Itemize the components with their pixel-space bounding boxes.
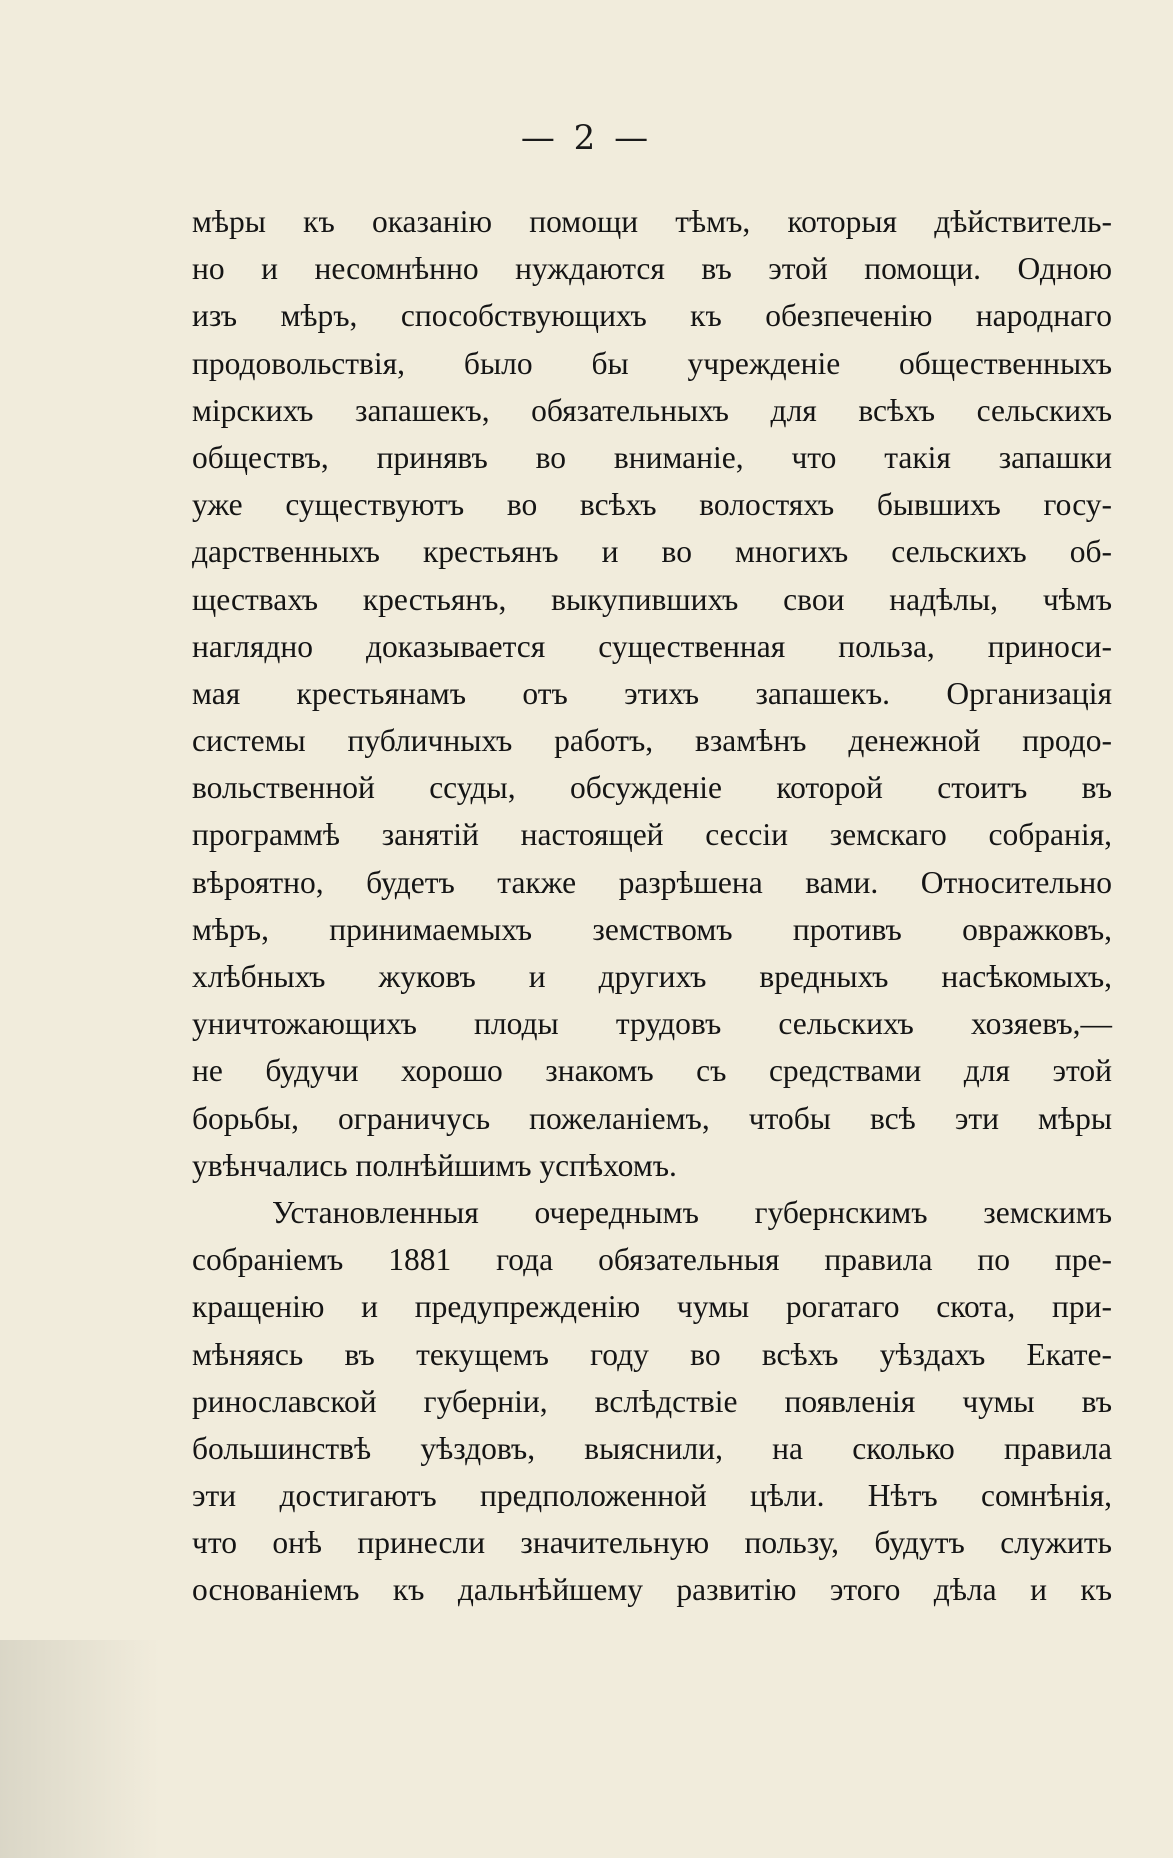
text-line: мѣры къ оказанію помощи тѣмъ, которыя дѣйствитель- (192, 204, 1112, 239)
text-line: дарственныхъ крестьянъ и во многихъ сельскихъ об- (192, 534, 1112, 570)
text-line: ринославской губерніи, вслѣдствіе появленія чумы въ (192, 1383, 1112, 1419)
text-line: основаніемъ къ дальнѣйшему развитію этого дѣла и къ (192, 1572, 1112, 1608)
text-line: программѣ занятій настоящей сессіи земскаго собранія, (192, 817, 1112, 853)
text-line: кращенію и предупрежденію чумы рогатаго скота, при- (192, 1289, 1112, 1325)
page-edge-shadow (0, 1640, 160, 1858)
page-number: — 2 — (520, 118, 653, 158)
text-line: системы публичныхъ работъ, взамѣнъ денежной продо- (192, 723, 1112, 759)
text-line: наглядно доказывается существенная польза, приноси- (192, 628, 1112, 664)
text-line: уже существуютъ во всѣхъ волостяхъ бывшихъ госу- (192, 487, 1112, 523)
text-line: уничтожающихъ плоды трудовъ сельскихъ хозяевъ,— (192, 1006, 1112, 1042)
text-line: мѣръ, принимаемыхъ земствомъ противъ овражковъ, (192, 911, 1112, 947)
text-line: мірскихъ запашекъ, обязательныхъ для всѣхъ сельскихъ (192, 392, 1112, 428)
paragraph-start-line: Установленныя очереднымъ губернскимъ земскимъ (272, 1194, 1112, 1230)
text-line: продовольствія, было бы учрежденіе общественныхъ (192, 345, 1112, 381)
text-line: обществъ, принявъ во вниманіе, что такія запашки (192, 439, 1112, 475)
paragraph-end-line: увѣнчались полнѣйшимъ успѣхомъ. (192, 1147, 677, 1183)
text-line: хлѣбныхъ жуковъ и другихъ вредныхъ насѣкомыхъ, (192, 959, 1112, 994)
text-line: что онѣ принесли значительную пользу, будутъ служить (192, 1525, 1112, 1561)
text-line: собраніемъ 1881 года обязательныя правила по пре- (192, 1242, 1112, 1278)
text-line: большинствѣ уѣздовъ, выяснили, на сколько правила (192, 1430, 1112, 1466)
text-line: изъ мѣръ, способствующихъ къ обезпеченію народнаго (192, 298, 1112, 334)
text-line: ществахъ крестьянъ, выкупившихъ свои надѣлы, чѣмъ (192, 581, 1112, 617)
text-line: борьбы, ограничусь пожеланіемъ, чтобы всѣ эти мѣры (192, 1100, 1112, 1136)
text-line: мая крестьянамъ отъ этихъ запашекъ. Организація (192, 675, 1112, 711)
text-line: мѣняясь въ текущемъ году во всѣхъ уѣздахъ Екате- (192, 1336, 1112, 1372)
text-line: но и несомнѣнно нуждаются въ этой помощи. Одною (192, 251, 1112, 287)
text-line: эти достигаютъ предположенной цѣли. Нѣтъ сомнѣнія, (192, 1478, 1112, 1514)
text-line: вѣроятно, будетъ также разрѣшена вами. Относительно (192, 864, 1112, 900)
text-line: не будучи хорошо знакомъ съ средствами для этой (192, 1053, 1112, 1089)
body-text (192, 198, 1112, 1614)
text-line: вольственной ссуды, обсужденіе которой стоитъ въ (192, 770, 1112, 806)
